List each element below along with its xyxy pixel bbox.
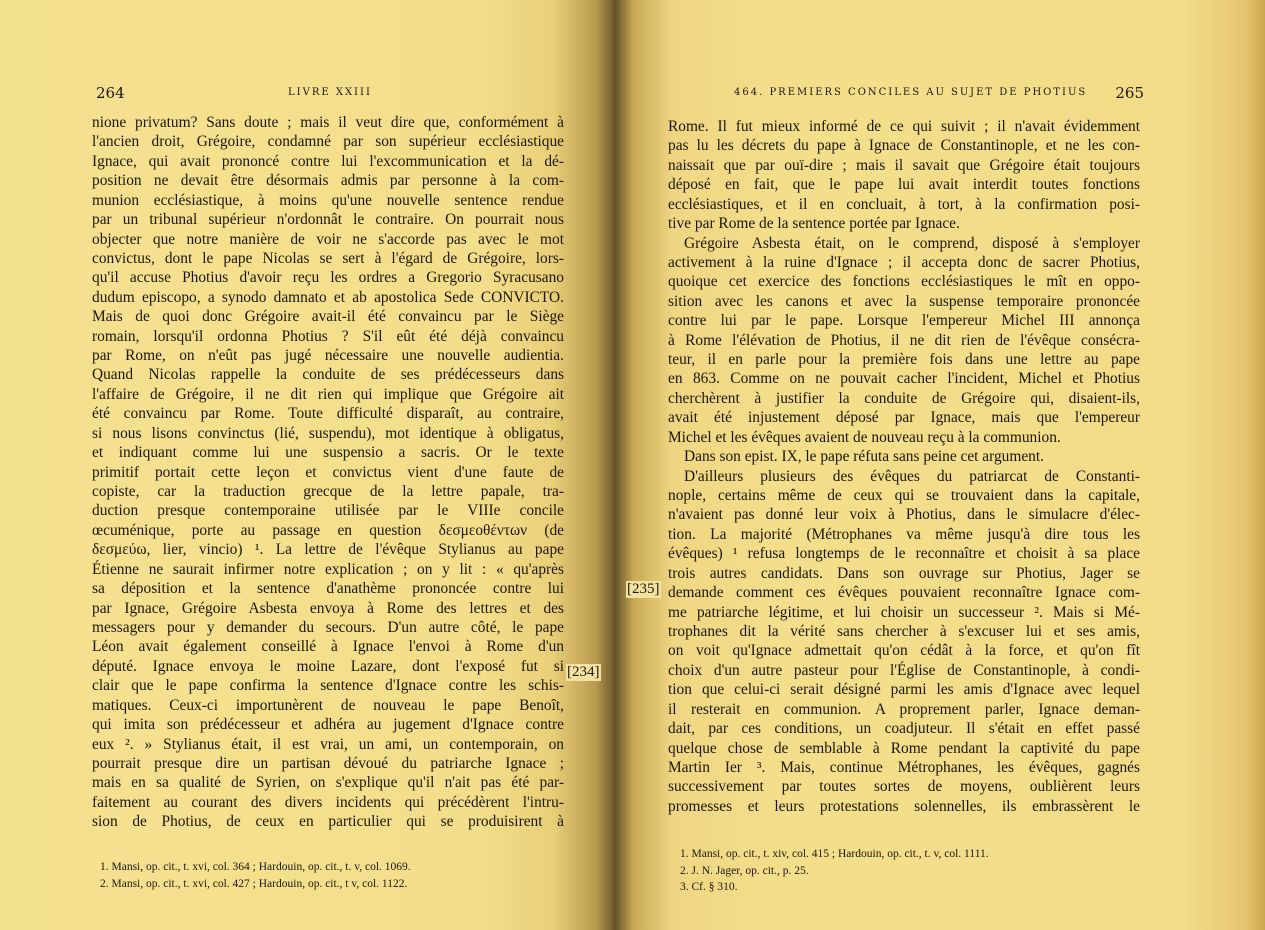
text-line: Rome. Il fut mieux informé de ce qui suivit ; il n'avait évidemment <box>668 118 1140 135</box>
text-line: si nous lisons convinctus (lié, suspendu), mot identique à obligatus, <box>92 424 564 442</box>
text-line: demande comment ces évêques pouvaient reconnaître Ignace com- <box>668 584 1140 602</box>
text-line: ecclésiastiques, et il en concluait, à tort, à la confirmation posi- <box>668 195 1140 213</box>
text-line: déposé en fait, que le pape lui avait interdit toutes fonctions <box>668 176 1140 194</box>
text-line: qui imita son prédécesseur et adhéra au jugement d'Ignace contre <box>92 716 564 734</box>
left-footnotes <box>100 859 560 892</box>
text-line: primitif portait cette leçon et convictus vient d'une faute de <box>92 463 564 481</box>
text-line: Ignace, qui avait prononcé contre lui l'excommunication et la dé- <box>92 152 564 170</box>
text-line: activement à la ruine d'Ignace ; il accepta donc de sacrer Photius, <box>668 253 1140 271</box>
text-line: trophanes dit la vérité sans chercher à s'excuser lui et ses amis, <box>668 622 1140 640</box>
footnote: 2. Mansi, op. cit., t. xvi, col. 427 ; Hardouin, op. cit., t v, col. 1122. <box>100 877 408 890</box>
text-line: dudum episcopo, a synodo damnato et ab apostolica Sede CONVICTO. <box>92 288 564 306</box>
text-line: par un tribunal supérieur n'ordonnât le contraire. On pourrait nous <box>92 211 564 229</box>
text-line: et indiquant comme lui une suspensio a sacris. Or le texte <box>92 444 564 462</box>
text-line: sion de Photius, de ceux en particulier qui se produisirent à <box>92 813 564 831</box>
text-line: contre lui par le pape. Lorsque l'empereur Michel III annonça <box>668 312 1140 330</box>
text-line: δεσμεύω, lier, vincio) ¹. La lettre de l'évêque Stylianus au pape <box>92 541 564 559</box>
text-line: par Ignace, Grégoire Asbesta envoya à Rome des lettres et des <box>92 599 564 617</box>
text-line: teur, il en parle pour la première fois dans une lettre au pape <box>668 351 1140 369</box>
text-line: Mais de quoi donc Grégoire avait-il été convaincu par le Siège <box>92 308 564 326</box>
text-line: par Rome, on n'eût pas jugé nécessaire une nouvelle audientia. <box>92 347 564 365</box>
right-body-text <box>668 117 1140 816</box>
text-line: nione privatum? Sans doute ; mais il veut dire que, conformément à <box>92 114 564 131</box>
text-line: munion ecclésiastique, à moins qu'une nouvelle sentence rendue <box>92 191 564 209</box>
text-line: député. Ignace envoya le moine Lazare, dont l'exposé fut si <box>92 657 564 675</box>
footnote: 2. J. N. Jager, op. cit., p. 25. <box>680 864 809 877</box>
text-line: été convaincu par Rome. Toute difficulté disparaît, au contraire, <box>92 405 564 423</box>
text-line: Étienne ne saurait infirmer notre explication ; on y lit : « qu'après <box>92 560 564 578</box>
text-line: tion que celui-ci serait désigné parmi les amis d'Ignace avec lequel <box>668 681 1140 699</box>
text-line: à Rome l'élévation de Photius, il ne dit rien de l'évêque consécra- <box>668 331 1140 349</box>
footnote: 1. Mansi, op. cit., t. xiv, col. 415 ; Hardouin, op. cit., t. v, col. 1111. <box>680 848 989 860</box>
text-line: romain, lorsqu'il ordonna Photius ? S'il eût été déjà convaincu <box>92 327 564 345</box>
text-line: qu'il accuse Photius d'avoir reçu les ordres a Gregorio Syracusano <box>92 269 564 287</box>
text-line: messagers pour y demander du secours. D'un autre côté, le pape <box>92 618 564 636</box>
text-line: nople, certains même de ceux qui se trouvaient dans la capitale, <box>668 487 1140 505</box>
left-body-text <box>92 113 564 832</box>
text-line: copiste, car la traduction grecque de la lettre papale, tra- <box>92 483 564 501</box>
right-page-header <box>734 84 1144 106</box>
right-page-number: 265 <box>1115 84 1144 102</box>
text-line: dait, par ces conditions, un coadjuteur. Il s'était en effet passé <box>668 720 1140 738</box>
text-line: Martin Ier ³. Mais, continue Métrophanes, les évêques, gagnés <box>668 758 1140 776</box>
left-running-head: LIVRE XXIII <box>288 87 372 98</box>
margin-marker-234: [234] <box>567 664 600 680</box>
text-line: faitement au courant des divers incidents qui précédèrent l'intru- <box>92 793 564 811</box>
text-line: avait été injustement déposé par Ignace, mais que l'empereur <box>668 409 1140 427</box>
text-line: convictus, dont le pape Nicolas se sert à l'égard de Grégoire, lors- <box>92 249 564 267</box>
left-page-header <box>96 84 564 106</box>
text-line: promesses et leurs protestations solennelles, ils embrassèrent le <box>668 797 1140 815</box>
text-line: sa déposition et la sentence d'anathème prononcée contre lui <box>92 580 564 598</box>
margin-marker-235: [235] <box>627 581 660 597</box>
left-page-number: 264 <box>96 84 125 102</box>
text-line: objecter que notre manière de voir ne s'accorde pas avec le mot <box>92 230 564 248</box>
text-line: quoique cet exercice des fonctions ecclésiastiques le mît en oppo- <box>668 273 1140 291</box>
text-line: Michel et les évêques avaient de nouveau reçu à la communion. <box>668 428 1061 446</box>
text-line: Dans son epist. IX, le pape réfuta sans peine cet argument. <box>684 448 1044 466</box>
text-line: évêques) ¹ refusa longtemps de le reconnaître et choisit à sa place <box>668 545 1140 563</box>
text-line: tion. La majorité (Métrophanes va même jusqu'à dire tous les <box>668 525 1140 543</box>
right-page <box>614 0 1265 930</box>
text-line: successivement par toutes sortes de moyens, oublièrent leurs <box>668 778 1140 796</box>
text-line: l'ancien droit, Grégoire, condamné par son supérieur ecclésiastique <box>92 133 564 151</box>
footnote: 1. Mansi, op. cit., t. xvi, col. 364 ; Hardouin, op. cit., t. v, col. 1069. <box>100 861 411 873</box>
text-line: D'ailleurs plusieurs des évêques du patriarcat de Constanti- <box>684 467 1140 485</box>
text-line: en 863. Comme on ne pouvait cacher l'incident, Michel et Photius <box>668 370 1140 388</box>
text-line: l'affaire de Grégoire, il ne dit rien qui implique que Grégoire ait <box>92 385 564 403</box>
text-line: pas lu les décrets du pape à Ignace de Constantinople, et ne les con- <box>668 137 1140 155</box>
text-line: trois autres candidats. Dans son ouvrage sur Photius, Jager se <box>668 564 1140 582</box>
text-line: cherchèrent à justifier la conduite de Grégoire qui, disaient-ils, <box>668 389 1140 407</box>
text-line: tive par Rome de la sentence portée par Ignace. <box>668 215 960 233</box>
text-line: clair que le pape confirma la sentence d'Ignace contre les schis- <box>92 677 564 695</box>
text-line: matiques. Ceux-ci importunèrent de nouveau le pape Benoît, <box>92 696 564 714</box>
text-line: eux ². » Stylianus était, il est vrai, un ami, un contemporain, on <box>92 735 564 753</box>
text-line: choix d'un autre pasteur pour l'Église de Constantinople, à condi- <box>668 661 1140 679</box>
text-line: me patriarche légitime, et lui choisir un successeur ². Mais si Mé- <box>668 603 1140 621</box>
text-line: duction presque contemporaine utilisée par le VIIIe concile <box>92 502 564 520</box>
text-line: position ne devait être désormais admis par personne à la com- <box>92 172 564 190</box>
text-line: Quand Nicolas rappelle la conduite de ses prédécesseurs dans <box>92 366 564 384</box>
text-line: pourrait presque dire un partisan dévoué du patriarche Ignace ; <box>92 754 564 772</box>
right-footnotes <box>680 846 1140 896</box>
text-line: Grégoire Asbesta était, on le comprend, disposé à s'employer <box>684 234 1140 252</box>
text-line: mais en sa qualité de Syrien, on s'explique qu'il n'ait pas été par- <box>92 774 564 792</box>
footnote: 3. Cf. § 310. <box>680 881 738 893</box>
text-line: quelque chose de semblable à Rome pendant la captivité du pape <box>668 739 1140 757</box>
text-line: on voit qu'Ignace admettait qu'on cédât à la force, et qu'on fît <box>668 642 1140 660</box>
right-running-head: 464. PREMIERS CONCILES AU SUJET DE PHOTIUS <box>734 87 1088 98</box>
text-line: il resterait en communion. A proprement parler, Ignace deman- <box>668 700 1140 718</box>
left-page <box>0 0 614 930</box>
text-line: sition avec les canons et avec la suspense temporaire prononcée <box>668 292 1140 310</box>
text-line: œcuménique, porte au passage en question δεσμεοθέντων (de <box>92 521 564 539</box>
text-line: Léon avait également conseillé à Ignace l'envoi à Rome d'un <box>92 638 564 656</box>
text-line: naissait que par ouï-dire ; mais il savait que Grégoire était toujours <box>668 156 1140 174</box>
text-line: n'avaient pas donné leur voix à Photius, dans le simulacre d'élec- <box>668 506 1140 524</box>
